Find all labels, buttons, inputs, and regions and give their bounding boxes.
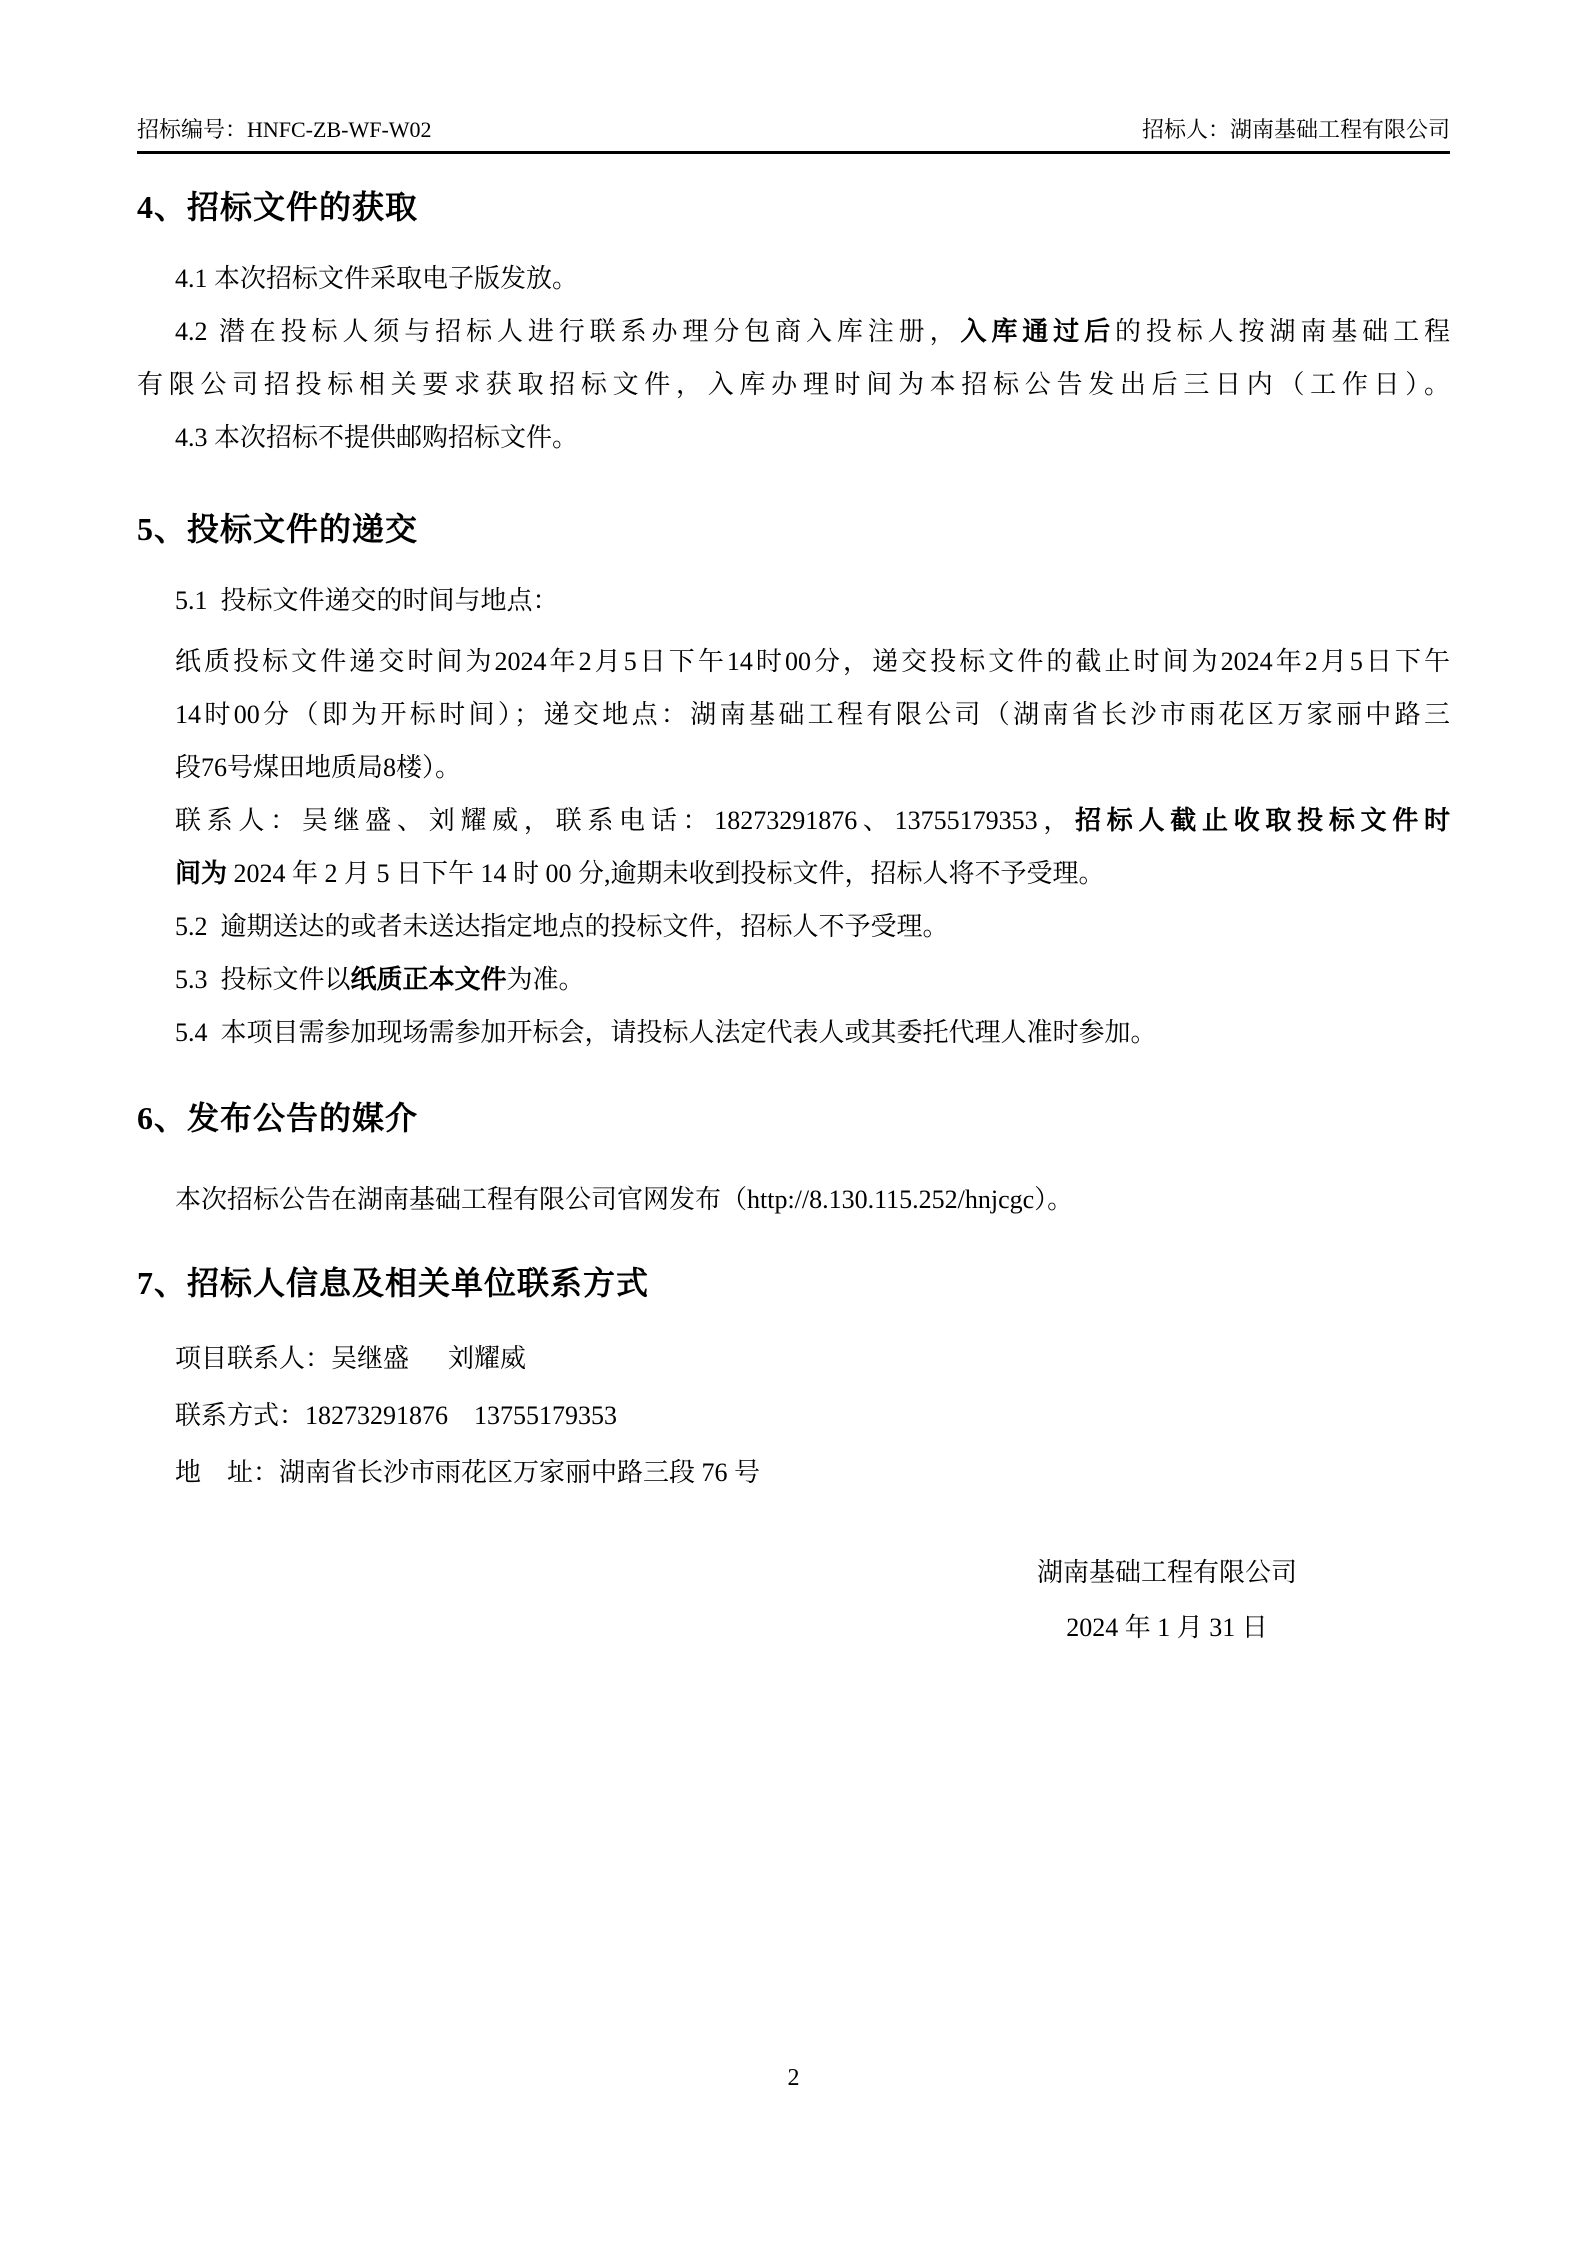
submission-detail-line-1 (175, 635, 1450, 688)
clause-5-3 (175, 953, 1450, 1006)
address-line (175, 1446, 1450, 1499)
text-run: 联系方式：18273291876 13755179353 (175, 1401, 618, 1430)
document-body (137, 184, 1450, 1655)
submission-detail-line-2 (175, 688, 1450, 741)
text-run: 4.3 本次招标不提供邮购招标文件。 (175, 423, 579, 452)
text-run: 5.1 投标文件递交的时间与地点： (175, 586, 559, 615)
text-run: 的投标人按湖南基础工程 (1114, 317, 1450, 346)
clause-4-3 (175, 411, 1450, 464)
text-run: 为准。 (506, 965, 585, 994)
text-run: 5.2 逾期送达的或者未送达指定地点的投标文件，招标人不予受理。 (175, 912, 949, 941)
bold-text-run: 招标人截止收取投标文件时 (1075, 806, 1450, 835)
text-run: 4.2 潜在投标人须与招标人进行联系办理分包商入库注册， (175, 317, 961, 346)
page-number: 2 (787, 2065, 800, 2091)
tenderee-label: 招标人：湖南基础工程有限公司 (1141, 117, 1450, 142)
bold-text-run: 间为 (175, 859, 228, 888)
text-run: 2024 年 2 月 5 日下午 14 时 00 分,逾期未收到投标文件，招标人将不予受理。 (227, 859, 1105, 888)
text-run: 5.4 本项目需参加现场需参加开标会，请投标人法定代表人或其委托代理人准时参加。 (175, 1018, 1157, 1047)
tender-number-label: 招标编号：HNFC-ZB-WF-W02 (137, 117, 432, 142)
clause-4-1 (175, 252, 1450, 305)
submission-contact-line-1 (175, 794, 1450, 847)
clause-5-4 (175, 1006, 1450, 1059)
clause-4-2-line-2 (137, 358, 1450, 411)
text-run: 4.1 本次招标文件采取电子版发放。 (175, 264, 579, 293)
text-run: 项目联系人：吴继盛 刘耀威 (175, 1344, 527, 1373)
bold-text-run: 入库通过后 (960, 317, 1115, 346)
signature-block (1037, 1545, 1297, 1655)
clause-5-2 (175, 900, 1450, 953)
signature-company: 湖南基础工程有限公司 (1036, 1558, 1297, 1587)
text-run: 5.3 投标文件以 (175, 965, 351, 994)
text-run: 地 址：湖南省长沙市雨花区万家丽中路三段 76 号 (175, 1458, 761, 1487)
contact-phone-line (175, 1389, 1450, 1442)
bold-text-run: 纸质正本文件 (350, 965, 507, 994)
signature-date: 2024 年 1 月 31 日 (1066, 1613, 1268, 1642)
text-run: 有限公司招投标相关要求获取招标文件，入库办理时间为本招标公告发出后三日内（工作日）。 (137, 370, 1450, 399)
clause-5-1 (175, 574, 1450, 627)
submission-detail-line-3 (175, 741, 1450, 794)
section-6-heading: 6、发布公告的媒介 (137, 1100, 419, 1136)
announcement-media-paragraph (175, 1173, 1450, 1226)
submission-contact-line-2 (175, 847, 1450, 900)
section-5-heading: 5、投标文件的递交 (137, 511, 419, 547)
text-run: 段76号煤田地质局8楼）。 (175, 753, 462, 782)
section-7-heading: 7、招标人信息及相关单位联系方式 (137, 1265, 650, 1301)
text-run: 纸质投标文件递交时间为2024年2月5日下午14时00分，递交投标文件的截止时间为2024年2月5日下午 (175, 647, 1450, 676)
text-run: 联系人：吴继盛、刘耀威，联系电话：18273291876、13755179353， (175, 806, 1076, 835)
section-4-heading: 4、招标文件的获取 (137, 189, 419, 225)
text-run: 本次招标公告在湖南基础工程有限公司官网发布（http://8.130.115.252/hnjcgc）。 (175, 1185, 1074, 1214)
text-run: 14时00分（即为开标时间）；递交地点：湖南基础工程有限公司（湖南省长沙市雨花区万家丽中路三 (175, 700, 1450, 729)
page-header (137, 0, 1450, 154)
clause-4-2-line-1 (175, 305, 1450, 358)
project-contacts-line (175, 1332, 1450, 1385)
